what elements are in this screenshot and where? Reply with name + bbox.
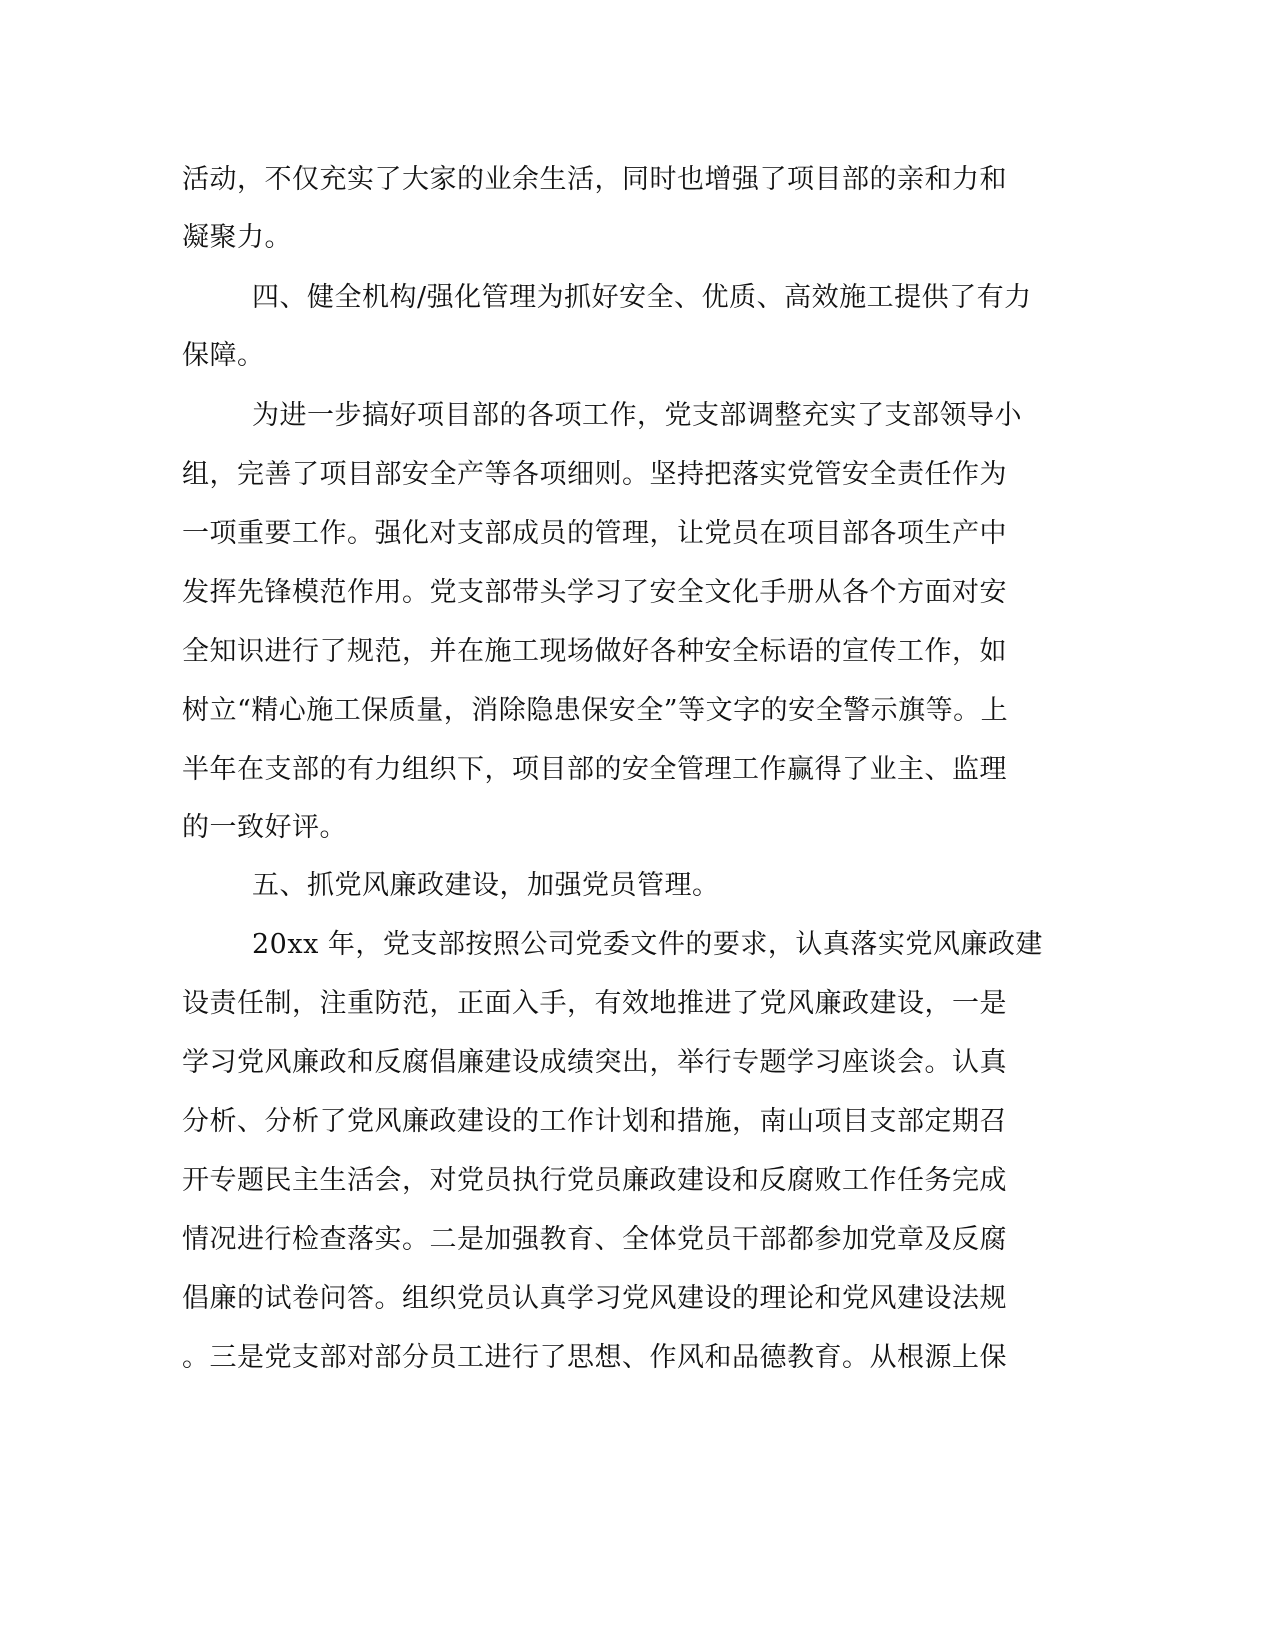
section-heading: 四、健全机构/强化管理为抓好安全、优质、高效施工提供了有力 <box>252 282 1032 313</box>
text-line: 学习党风廉政和反腐倡廉建设成绩突出，举行专题学习座谈会。认真 <box>182 1047 1007 1078</box>
paragraph-first-line: 为进一步搞好项目部的各项工作，党支部调整充实了支部领导小 <box>252 400 1022 431</box>
text-line: 分析、分析了党风廉政建设的工作计划和措施，南山项目支部定期召 <box>182 1106 1007 1137</box>
text-line: 树立“精心施工保质量，消除隐患保安全”等文字的安全警示旗等。上 <box>182 695 1009 726</box>
text-line: 一项重要工作。强化对支部成员的管理，让党员在项目部各项生产中 <box>182 518 1007 549</box>
text-line: 保障。 <box>182 340 265 371</box>
text-line: 倡廉的试卷问答。组织党员认真学习党风建设的理论和党风建设法规 <box>182 1283 1007 1314</box>
text-line: 活动，不仅充实了大家的业余生活，同时也增强了项目部的亲和力和 <box>182 164 1007 195</box>
section-heading: 五、抓党风廉政建设，加强党员管理。 <box>252 870 720 901</box>
paragraph-first-line: 20xx 年，党支部按照公司党委文件的要求，认真落实党风廉政建 <box>252 929 1043 960</box>
text-line: 。三是党支部对部分员工进行了思想、作风和品德教育。从根源上保 <box>182 1342 1007 1373</box>
text-line: 设责任制，注重防范，正面入手，有效地推进了党风廉政建设，一是 <box>182 988 1007 1019</box>
text-line: 的一致好评。 <box>182 812 347 843</box>
text-line: 全知识进行了规范，并在施工现场做好各种安全标语的宣传工作，如 <box>182 636 1007 667</box>
text-line: 凝聚力。 <box>182 222 292 253</box>
text-line: 发挥先锋模范作用。党支部带头学习了安全文化手册从各个方面对安 <box>182 577 1007 608</box>
text-line: 组，完善了项目部安全产等各项细则。坚持把落实党管安全责任作为 <box>182 459 1007 490</box>
text-line: 开专题民主生活会，对党员执行党员廉政建设和反腐败工作任务完成 <box>182 1165 1007 1196</box>
text-line: 半年在支部的有力组织下，项目部的安全管理工作赢得了业主、监理 <box>182 754 1007 785</box>
text-line: 情况进行检查落实。二是加强教育、全体党员干部都参加党章及反腐 <box>182 1224 1007 1255</box>
